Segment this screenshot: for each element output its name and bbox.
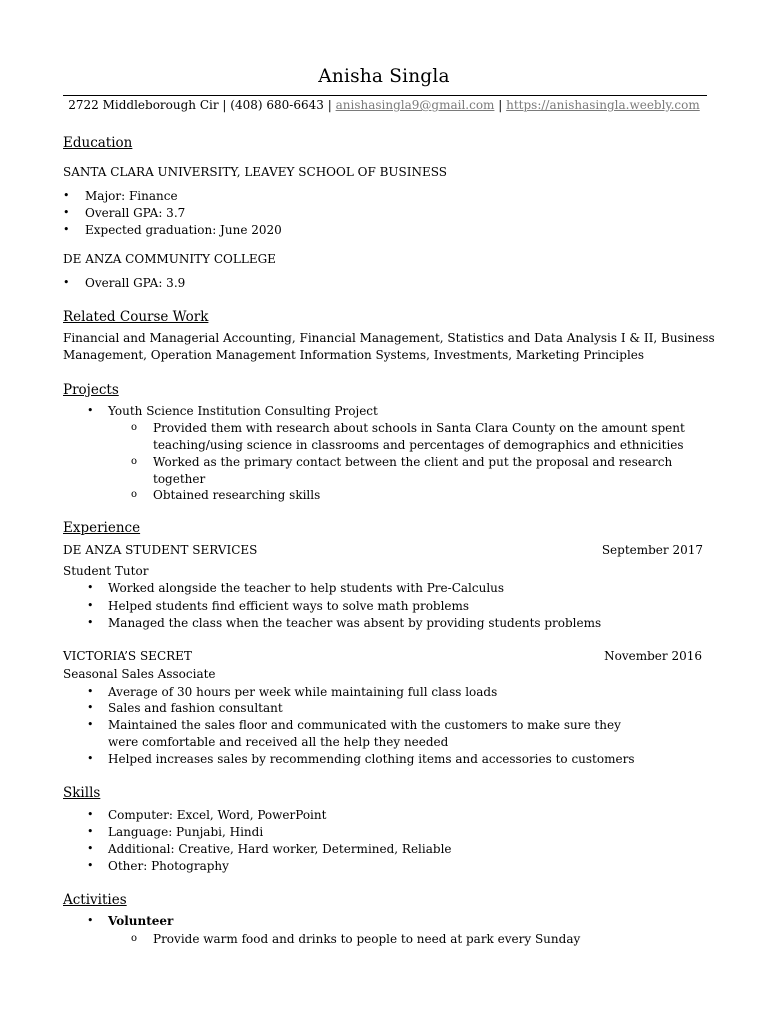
education-item: Overall GPA: 3.7 <box>85 206 186 220</box>
resume-name: Anisha Singla <box>318 66 450 87</box>
coursework-line: Management, Operation Management Information Systems, Investments, Marketing Principles <box>63 348 645 362</box>
education-heading: Education <box>63 135 133 151</box>
job-duty: Average of 30 hours per week while maintaining full class loads <box>108 685 498 699</box>
bullet: • <box>87 842 94 855</box>
education-item: Overall GPA: 3.9 <box>85 276 186 290</box>
sub-bullet: o <box>131 456 138 467</box>
skill-item: Additional: Creative, Hard worker, Determined, Reliable <box>108 842 452 856</box>
bullet: • <box>87 685 94 698</box>
bullet: • <box>87 825 94 838</box>
skill-item: Computer: Excel, Word, PowerPoint <box>108 808 327 822</box>
job-date: November 2016 <box>604 649 702 663</box>
project-detail: together <box>153 472 206 486</box>
job-duty: Worked alongside the teacher to help students with Pre-Calculus <box>108 581 505 595</box>
activity-item: Volunteer <box>108 914 174 928</box>
job-duty: Helped students find efficient ways to solve math problems <box>108 599 470 613</box>
projects-heading: Projects <box>63 382 119 398</box>
header-divider <box>63 95 707 96</box>
bullet: • <box>87 581 94 594</box>
coursework-heading: Related Course Work <box>63 309 209 325</box>
company-name: VICTORIA’S SECRET <box>63 649 192 663</box>
activity-detail: Provide warm food and drinks to people to need at park every Sunday <box>153 932 581 946</box>
skill-item: Other: Photography <box>108 859 229 873</box>
project-detail: Obtained researching skills <box>153 488 321 502</box>
contact-line <box>0 98 768 112</box>
bullet: • <box>87 599 94 612</box>
school-name: DE ANZA COMMUNITY COLLEGE <box>63 252 276 266</box>
bullet: • <box>63 189 70 202</box>
job-title: Student Tutor <box>63 564 149 578</box>
company-name: DE ANZA STUDENT SERVICES <box>63 543 258 557</box>
bullet: • <box>87 404 94 417</box>
bullet: • <box>63 223 70 236</box>
bullet: • <box>87 808 94 821</box>
phone: (408) 680-6643 <box>230 98 324 112</box>
activities-heading: Activities <box>63 892 127 908</box>
bullet: • <box>87 914 94 927</box>
bullet: • <box>87 616 94 629</box>
sub-bullet: o <box>131 933 138 944</box>
job-date: September 2017 <box>601 543 703 557</box>
bullet: • <box>63 206 70 219</box>
project-title: Youth Science Institution Consulting Project <box>108 404 378 418</box>
email-link[interactable]: anishasingla9@gmail.com <box>335 98 495 112</box>
separator: | <box>327 98 332 112</box>
skills-heading: Skills <box>63 785 101 801</box>
project-detail: Provided them with research about schools in Santa Clara County on the amount spent <box>153 421 685 435</box>
job-duty: were comfortable and received all the help they needed <box>108 735 449 749</box>
coursework-line: Financial and Managerial Accounting, Financial Management, Statistics and Data Analysis I & II, Business <box>63 331 715 345</box>
website-link[interactable]: https://anishasingla.weebly.com <box>506 98 700 112</box>
project-detail: Worked as the primary contact between the client and put the proposal and research <box>153 455 673 469</box>
address: 2722 Middleborough Cir <box>68 98 219 112</box>
bullet: • <box>87 701 94 714</box>
education-item: Expected graduation: June 2020 <box>85 223 282 237</box>
bullet: • <box>63 276 70 289</box>
job-duty: Maintained the sales floor and communicated with the customers to make sure they <box>108 718 621 732</box>
separator: | <box>222 98 227 112</box>
school-name: SANTA CLARA UNIVERSITY, LEAVEY SCHOOL OF BUSINESS <box>63 165 447 179</box>
job-duty: Managed the class when the teacher was absent by providing students problems <box>108 616 602 630</box>
bullet: • <box>87 718 94 731</box>
job-title: Seasonal Sales Associate <box>63 667 216 681</box>
bullet: • <box>87 859 94 872</box>
bullet: • <box>87 752 94 765</box>
job-duty: Sales and fashion consultant <box>108 701 283 715</box>
experience-heading: Experience <box>63 520 141 536</box>
skill-item: Language: Punjabi, Hindi <box>108 825 264 839</box>
education-item: Major: Finance <box>85 189 178 203</box>
sub-bullet: o <box>131 489 138 500</box>
sub-bullet: o <box>131 422 138 433</box>
job-duty: Helped increases sales by recommending clothing items and accessories to customers <box>108 752 635 766</box>
project-detail: teaching/using science in classrooms and percentages of demographics and ethnicities <box>153 438 684 452</box>
separator: | <box>498 98 503 112</box>
